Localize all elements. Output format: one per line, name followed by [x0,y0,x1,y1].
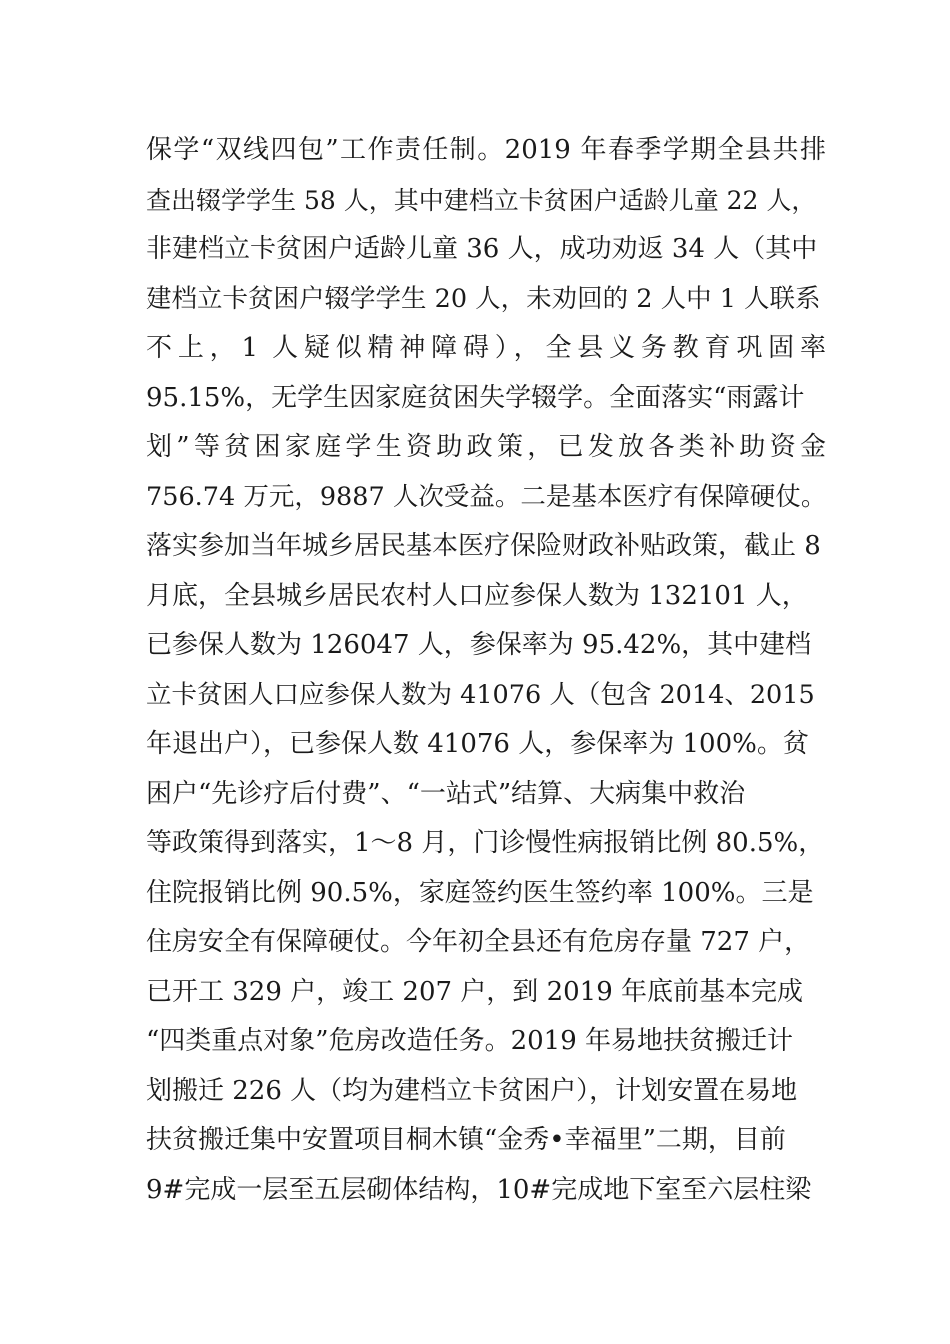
text-line: 划”等贫困家庭学生资助政策，已发放各类补助资金 [146,432,826,462]
text-line: 查出辍学学生 58 人，其中建档立卡贫困户适龄儿童 22 人， [146,185,817,215]
text-line: 立卡贫困人口应参保人数为 41076 人（包含 2014、2015 [146,679,815,710]
text-line: 划搬迁 226 人（均为建档立卡贫困户），计划安置在易地 [146,1075,798,1106]
text-line: 不上，1 人疑似精神障碍），全县义务教育巩固率 [146,333,826,363]
text-line: 保学“双线四包”工作责任制。2019 年春季学期全县共排 [146,135,826,165]
text-line: 困户“先诊疗后付费”、“一站式”结算、大病集中救治 [146,778,746,809]
text-line: 等政策得到落实，1～8 月，门诊慢性病报销比例 80.5%， [146,828,825,858]
text-line: 已参保人数为 126047 人，参保率为 95.42%，其中建档 [146,630,812,660]
text-line: 住房安全有保障硬仗。今年初全县还有危房存量 727 户， [146,927,811,957]
text-line: 扶贫搬迁集中安置项目桐木镇“金秀•幸福里”二期，目前 [146,1125,786,1155]
text-line: 年退出户），已参保人数 41076 人，参保率为 100%。贫 [146,729,809,759]
text-line: 95.15%，无学生因家庭贫困失学辍学。全面落实“雨露计 [146,382,805,413]
text-line: 已开工 329 户，竣工 207 户，到 2019 年底前基本完成 [146,976,804,1007]
text-line: 756.74 万元，9887 人次受益。二是基本医疗有保障硬仗。 [146,481,827,512]
text-line: 建档立卡贫困户辍学学生 20 人，未劝回的 2 人中 1 人联系 [146,283,821,314]
text-line: 住院报销比例 90.5%，家庭签约医生签约率 100%。三是 [146,877,814,908]
text-line: 落实参加当年城乡居民基本医疗保险财政补贴政策，截止 8 [146,531,821,561]
text-line: 9#完成一层至五层砌体结构，10#完成地下室至六层柱梁 [146,1174,812,1205]
text-line: “四类重点对象”危房改造任务。2019 年易地扶贫搬迁计 [146,1026,794,1056]
text-line: 月底，全县城乡居民农村人口应参保人数为 132101 人， [146,580,808,611]
text-line: 非建档立卡贫困户适龄儿童 36 人，成功劝返 34 人（其中 [146,234,818,264]
body-text [146,126,826,1215]
